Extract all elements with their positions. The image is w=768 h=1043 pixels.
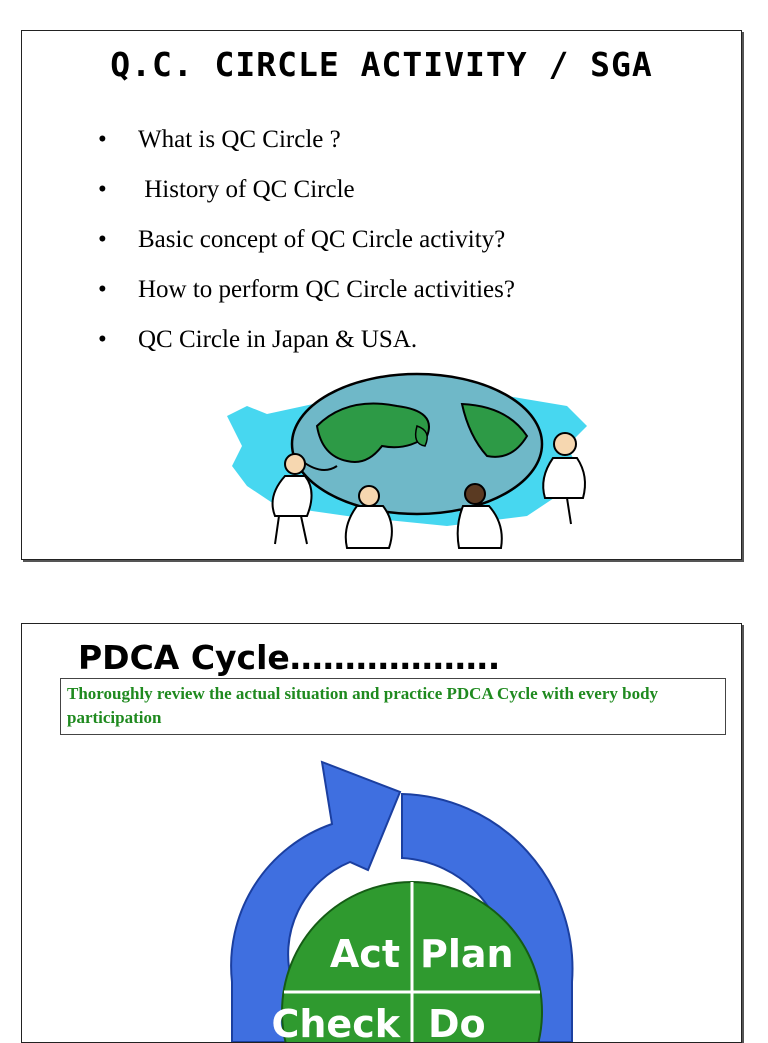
list-item	[98, 227, 515, 277]
bullet-text: What is QC Circle ?	[138, 126, 341, 153]
bullet-text: Basic concept of QC Circle activity?	[138, 226, 506, 253]
quadrant-act: Act	[329, 932, 400, 976]
bullet-text: How to perform QC Circle activities?	[138, 276, 515, 303]
list-item	[98, 127, 515, 177]
slide-title: PDCA Cycle……………….	[78, 638, 501, 677]
bullet-marker: •	[98, 226, 107, 253]
slide-title: Q.C. CIRCLE ACTIVITY / SGA	[110, 45, 653, 84]
pdca-diagram	[172, 752, 592, 1042]
bullet-text: History of QC Circle	[138, 176, 355, 203]
callout-box: Thoroughly review the actual situation and practice PDCA Cycle with every body participation	[60, 678, 726, 735]
slide-pdca	[21, 623, 742, 1043]
quadrant-check: Check	[271, 1002, 400, 1042]
bullet-marker: •	[98, 126, 107, 153]
quadrant-do: Do	[428, 1002, 486, 1042]
bullet-marker: •	[98, 176, 107, 203]
bullet-list	[98, 127, 515, 377]
bullet-text: QC Circle in Japan & USA.	[138, 326, 418, 353]
quadrant-plan: Plan	[420, 932, 514, 976]
bullet-marker: •	[98, 276, 107, 303]
slide-qc-circle	[21, 30, 742, 560]
people-around-globe-icon	[207, 366, 607, 556]
bullet-marker: •	[98, 326, 107, 353]
list-item	[98, 277, 515, 327]
list-item	[98, 177, 515, 227]
